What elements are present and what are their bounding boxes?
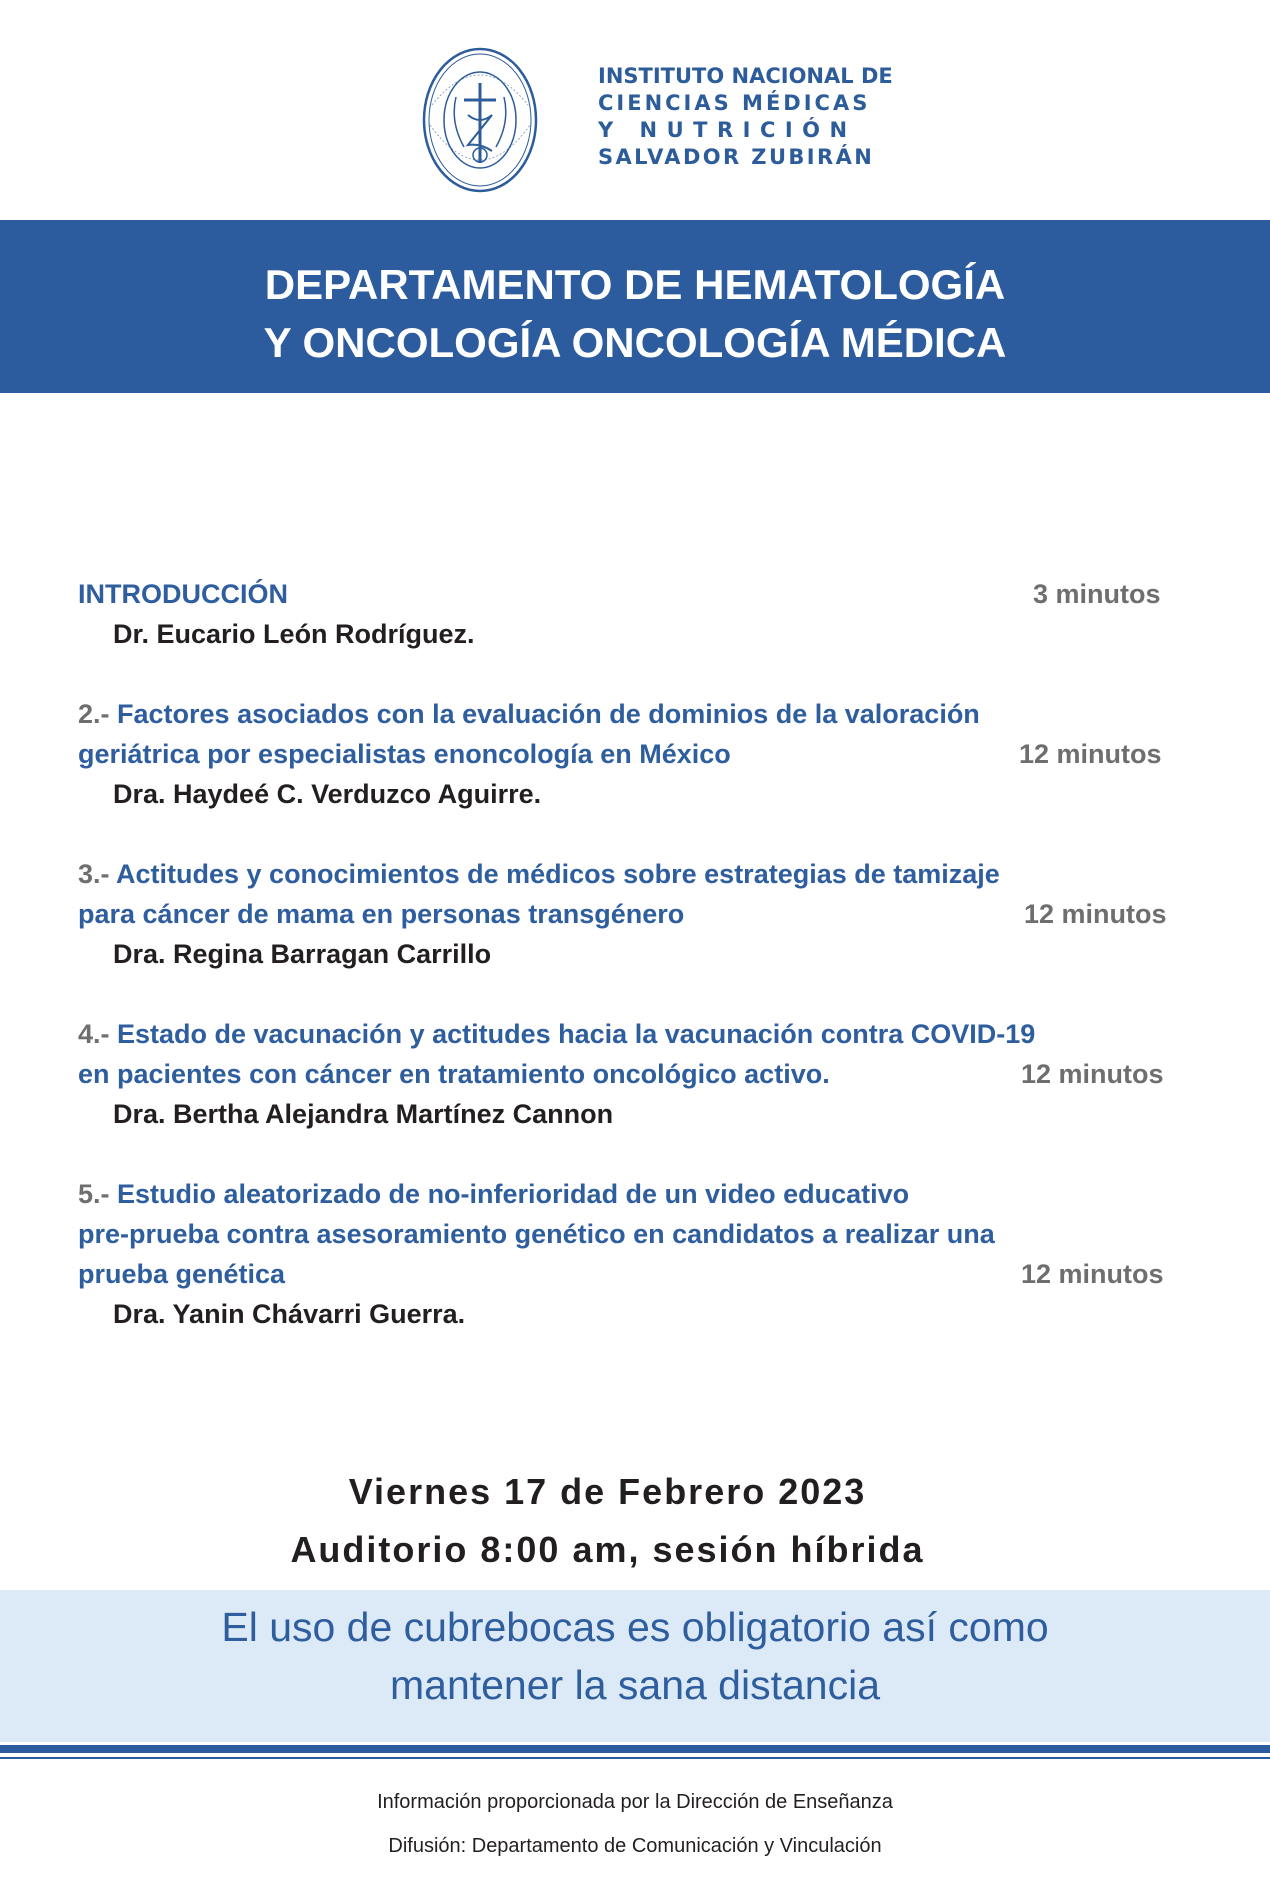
program-item-2	[78, 694, 1188, 814]
program-item-duration: 12 minutos	[1021, 1259, 1164, 1289]
footer-line-1: Información proporcionada por la Dirección de Enseñanza	[377, 1791, 893, 1813]
mask-notice-line-1: El uso de cubrebocas es obligatorio así como	[221, 1604, 1049, 1650]
divider	[0, 1745, 1270, 1753]
program-item-title: para cáncer de mama en personas transgénero	[78, 899, 685, 929]
program-item-title: Factores asociados con la evaluación de dominios de la valoración	[117, 699, 980, 729]
event-location: Auditorio 8:00 am, sesión híbrida	[290, 1529, 925, 1570]
program-item-title: INTRODUCCIÓN	[78, 579, 288, 609]
program-item-speaker: Dra. Regina Barragan Carrillo	[113, 939, 492, 969]
program-item-3	[78, 854, 1188, 974]
program-item-number: 4.-	[78, 1019, 118, 1049]
program-item-title: Estudio aleatorizado de no-inferioridad de un video educativo	[117, 1179, 910, 1209]
program-item-title: Actitudes y conocimientos de médicos sobre estrategias de tamizaje	[116, 859, 1000, 889]
program-item-speaker: Dra. Yanin Chávarri Guerra.	[113, 1299, 466, 1329]
program-item-number: 2.-	[78, 699, 118, 729]
program-item-number: 5.-	[78, 1179, 118, 1209]
program-item-title: en pacientes con cáncer en tratamiento oncológico activo.	[78, 1059, 830, 1089]
divider	[0, 1757, 1270, 1759]
program-item-title: pre-prueba contra asesoramiento genético en candidatos a realizar una	[78, 1219, 995, 1249]
program-item-title: Estado de vacunación y actitudes hacia la vacunación contra COVID-19	[117, 1019, 1036, 1049]
institute-name-line: INSTITUTO NACIONAL DE	[598, 64, 893, 88]
event-date: Viernes 17 de Febrero 2023	[348, 1471, 867, 1512]
program-item-5	[78, 1174, 1188, 1334]
footer	[0, 1780, 1270, 1868]
program-item-title: prueba genética	[78, 1259, 286, 1289]
institute-name-line: Y NUTRICIÓN	[598, 118, 857, 142]
department-title	[0, 256, 1270, 372]
program-item-number: 3.-	[78, 859, 117, 889]
program-item-4	[78, 1014, 1188, 1134]
program-item-duration: 12 minutos	[1019, 739, 1162, 769]
department-title-line-2: Y ONCOLOGÍA ONCOLOGÍA MÉDICA	[263, 319, 1007, 366]
program-item-speaker: Dra. Haydeé C. Verduzco Aguirre.	[113, 779, 542, 809]
program-item-duration: 12 minutos	[1021, 1059, 1164, 1089]
event-info	[0, 1463, 1215, 1579]
mask-notice-line-2: mantener la sana distancia	[389, 1662, 881, 1708]
institute-name-line: CIENCIAS MÉDICAS	[598, 91, 871, 115]
institute-name-line: SALVADOR ZUBIRÁN	[598, 145, 875, 169]
institute-seal-logo	[420, 45, 540, 195]
program-item-duration: 12 minutos	[1024, 899, 1167, 929]
program-item-speaker: Dra. Bertha Alejandra Martínez Cannon	[113, 1099, 614, 1129]
program-item-1	[78, 574, 1188, 654]
institute-name	[598, 63, 893, 171]
program-item-title: geriátrica por especialistas enoncología en México	[78, 739, 731, 769]
mask-notice	[0, 1598, 1270, 1714]
program-item-speaker: Dr. Eucario León Rodríguez.	[113, 619, 475, 649]
footer-line-2: Difusión: Departamento de Comunicación y Vinculación	[388, 1835, 882, 1857]
program-item-duration: 3 minutos	[1033, 579, 1161, 609]
department-title-line-1: DEPARTAMENTO DE HEMATOLOGÍA	[264, 261, 1006, 308]
